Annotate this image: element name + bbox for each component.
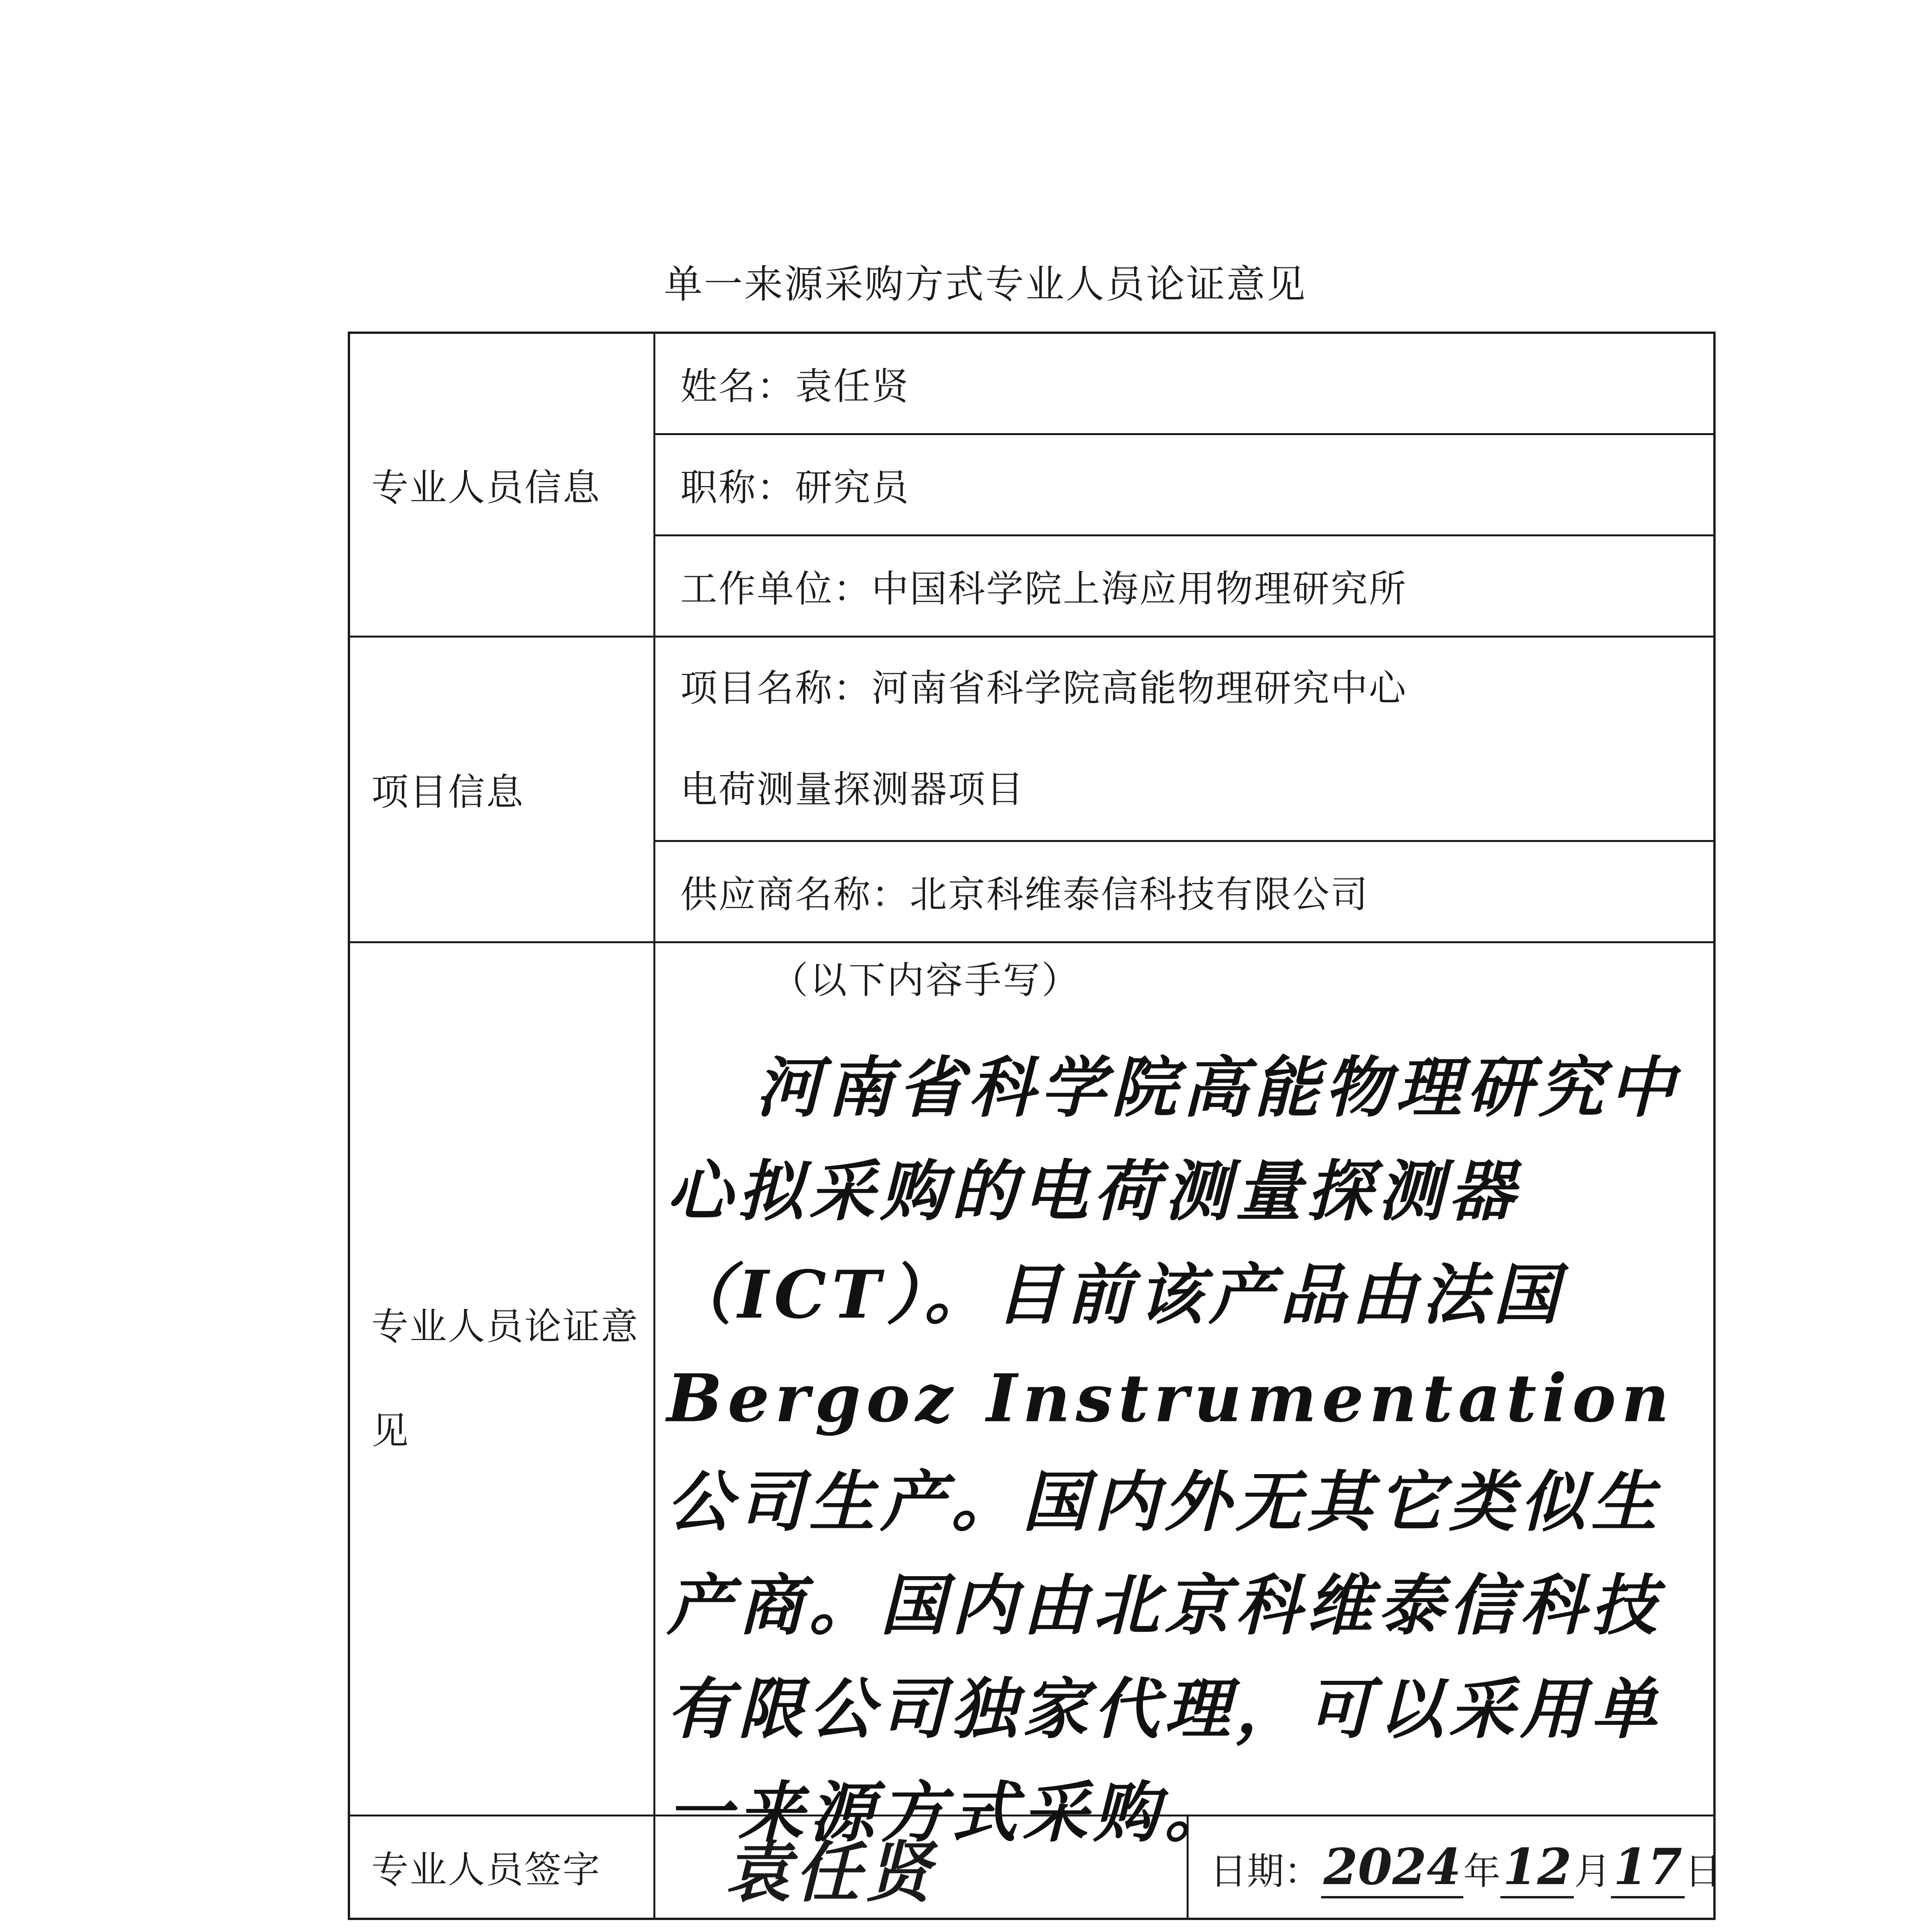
project-name-line-2: 电荷测量探测器项目 (680, 767, 1025, 811)
expert-name: 姓名：袁任贤 (654, 333, 1714, 434)
expert-opinion-form (348, 332, 1722, 1920)
project-name (654, 636, 1714, 841)
document-title: 单一来源采购方式专业人员论证意见 (664, 262, 1307, 307)
expert-title: 职称：研究员 (654, 434, 1714, 535)
supplier-name: 供应商名称：北京科维泰信科技有限公司 (654, 841, 1714, 942)
date-day: 17 (1611, 1838, 1684, 1898)
handwritten-signature: 袁任贤 (655, 1816, 1188, 1918)
project-info-label: 项目信息 (349, 636, 654, 942)
date-month-unit: 月 (1574, 1849, 1611, 1893)
signature-label: 专业人员签字 (349, 1815, 654, 1919)
date-year-unit: 年 (1463, 1849, 1501, 1893)
date-day-unit: 日 (1684, 1849, 1722, 1893)
handwriting-hint: （以下内容手写） (771, 958, 1080, 1002)
expert-info-label: 专业人员信息 (349, 333, 654, 636)
date-label: 日期： (1210, 1849, 1321, 1893)
expert-organization: 工作单位：中国科学院上海应用物理研究所 (654, 535, 1714, 636)
date-month: 12 (1500, 1838, 1574, 1898)
project-name-line-1: 项目名称：河南省科学院高能物理研究中心 (680, 666, 1407, 710)
handwritten-opinion: 河南省科学院高能物理研究中心拟采购的电荷测量探测器（ICT）。目前该产品由法国 Bergoz Instrumentation 公司生产。国内外无其它类似生产商。国内由北京科维泰信科技有限公司独家代理，可以采用单一来源方式采购。 (667, 1049, 1680, 1851)
opinion-content (654, 942, 1714, 1851)
date-year: 2024 (1321, 1838, 1463, 1898)
opinion-label: 专业人员论证意见 (349, 942, 654, 1815)
